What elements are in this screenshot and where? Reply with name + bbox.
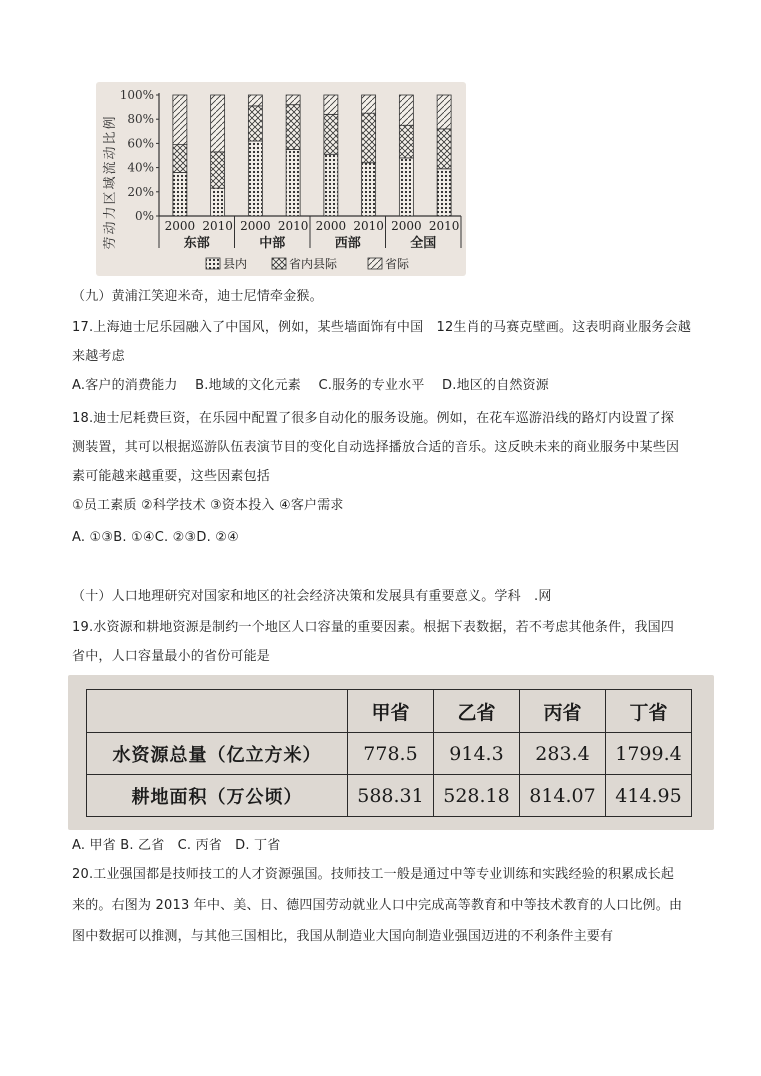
q18-line1: 18.迪士尼耗费巨资，在乐园中配置了很多自动化的服务设施。例如，在花车巡游沿线的路灯内设置了探 [72, 411, 675, 426]
bar-segment-省际 [173, 95, 187, 145]
q17-line2: 来越考虑 [72, 349, 125, 364]
table-row-label: 水资源总量（亿立方米） [87, 733, 348, 775]
table-cell: 1799.4 [606, 733, 692, 775]
resource-table-photo [68, 675, 714, 830]
bar-segment-县内 [399, 158, 413, 216]
x-tick-label: 2000 [315, 219, 347, 233]
group-label: 全国 [410, 236, 437, 251]
q19-line1: 19.水资源和耕地资源是制约一个地区人口容量的重要因素。根据下表数据，若不考虑其他条件，我国四 [72, 620, 675, 635]
q17-line1: 17.上海迪士尼乐园融入了中国风，例如，某些墙面饰有中国 12生肖的马赛克壁画。这表明商业服务会越 [72, 320, 692, 335]
bar-segment-县内 [248, 141, 262, 216]
bar-segment-省际 [211, 95, 225, 152]
labor-flow-chart [96, 82, 466, 276]
bar-segment-省内县际 [399, 125, 413, 158]
resource-table [86, 689, 692, 817]
table-header-row [87, 690, 692, 733]
table-row-label: 耕地面积（万公顷） [87, 775, 348, 817]
section-9-heading: （九）黄浦江笑迎米奇，迪士尼情牵金猴。 [72, 289, 323, 304]
x-tick-label: 2000 [164, 219, 196, 233]
y-tick-label: 40% [127, 160, 154, 175]
bar-segment-省际 [324, 95, 338, 114]
table-cell: 914.3 [434, 733, 520, 775]
q19-line2: 省中，人口容量最小的省份可能是 [72, 649, 271, 664]
bar-segment-省内县际 [362, 113, 376, 163]
section-10-heading: （十）人口地理研究对国家和地区的社会经济决策和发展具有重要意义。学科 .网 [72, 589, 552, 604]
bar-segment-省际 [362, 95, 376, 113]
bar-segment-省内县际 [248, 106, 262, 141]
group-label: 东部 [183, 236, 210, 251]
legend-label: 省内县际 [289, 257, 338, 271]
table-cell: 528.18 [434, 775, 520, 817]
table-header-cell: 丙省 [520, 690, 606, 733]
q18-line3: 素可能越来越重要，这些因素包括 [72, 469, 271, 484]
q18-line2: 测装置，其可以根据巡游队伍表演节目的变化自动选择播放合适的音乐。这反映未来的商业服务中某些因 [72, 440, 680, 455]
x-tick-label: 2000 [240, 219, 271, 233]
q20-line2: 来的。右图为 2013 年中、美、日、德四国劳动就业人口中完成高等教育和中等技术教育的人口比例。由 [72, 898, 683, 913]
table-row [87, 733, 692, 775]
table-header-cell: 甲省 [348, 690, 434, 733]
y-tick-label: 80% [127, 112, 154, 127]
bar-segment-县内 [211, 188, 225, 216]
q19-options: A. 甲省 B. 乙省 C. 丙省 D. 丁省 [72, 838, 281, 853]
bar-segment-县内 [437, 169, 451, 216]
legend-swatch [368, 258, 382, 269]
bar-segment-省内县际 [211, 152, 225, 188]
table-corner-cell [87, 690, 348, 733]
bar-segment-省内县际 [286, 105, 300, 150]
legend-label: 省际 [385, 257, 410, 271]
table-cell: 588.31 [348, 775, 434, 817]
bar-segment-省内县际 [173, 145, 187, 173]
legend-label: 县内 [223, 257, 248, 271]
table-cell: 814.07 [520, 775, 606, 817]
x-tick-label: 2010 [202, 219, 233, 233]
y-tick-label: 20% [127, 184, 154, 199]
group-label: 西部 [334, 236, 361, 251]
q20-line3: 图中数据可以推测，与其他三国相比，我国从制造业大国向制造业强国迈进的不利条件主要有 [72, 929, 614, 944]
q17-options: A.客户的消费能力 B.地域的文化元素 C.服务的专业水平 D.地区的自然资源 [72, 378, 549, 393]
bar-segment-省际 [437, 95, 451, 129]
bar-segment-省际 [248, 95, 262, 106]
bar-segment-省际 [399, 95, 413, 125]
bar-segment-县内 [324, 154, 338, 216]
x-tick-label: 2010 [353, 219, 384, 233]
legend-swatch [272, 258, 286, 269]
table-cell: 778.5 [348, 733, 434, 775]
y-tick-label: 0% [134, 209, 154, 223]
bar-segment-省内县际 [437, 129, 451, 169]
table-header-cell: 丁省 [606, 690, 692, 733]
legend-swatch [206, 258, 220, 269]
y-tick-label: 60% [127, 136, 154, 151]
x-tick-label: 2010 [428, 219, 460, 233]
bar-segment-县内 [173, 172, 187, 216]
table-header-cell: 乙省 [434, 690, 520, 733]
chart-y-axis-label: 劳动力区域流动比例 [103, 114, 118, 250]
y-tick-label: 100% [119, 88, 154, 102]
table-row [87, 775, 692, 817]
q20-line1: 20.工业强国都是技师技工的人才资源强国。技师技工一般是通过中等专业训练和实践经验的积累成长起 [72, 867, 675, 882]
bar-segment-省内县际 [324, 114, 338, 154]
x-tick-label: 2000 [391, 219, 422, 233]
bar-segment-县内 [362, 163, 376, 216]
group-label: 中部 [259, 236, 286, 251]
labor-flow-chart-svg [96, 82, 466, 276]
bar-segment-省际 [286, 95, 300, 105]
table-cell: 283.4 [520, 733, 606, 775]
table-cell: 414.95 [606, 775, 692, 817]
bar-segment-县内 [286, 149, 300, 216]
q18-options: A. ①③B. ①④C. ②③D. ②④ [72, 530, 239, 545]
q18-items: ①员工素质 ②科学技术 ③资本投入 ④客户需求 [72, 498, 344, 513]
x-tick-label: 2010 [277, 219, 309, 233]
